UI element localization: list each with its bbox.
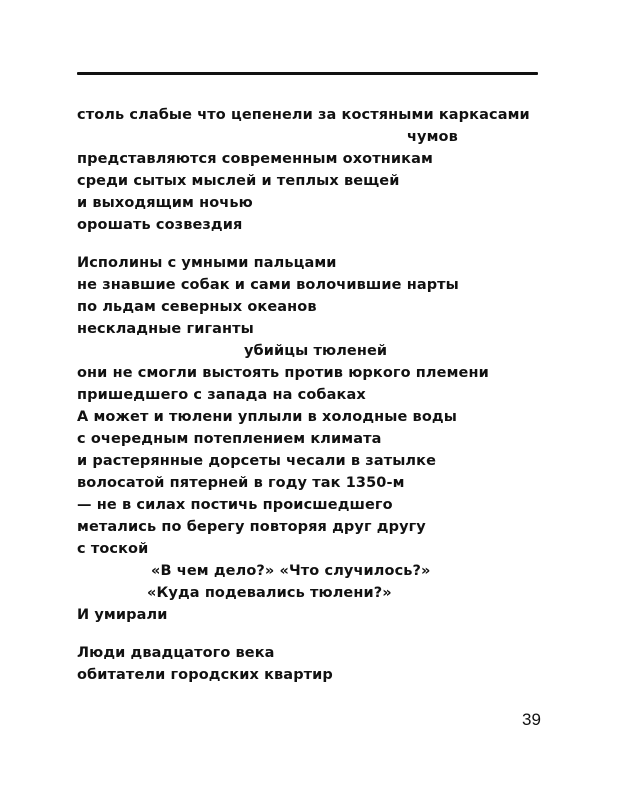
poem-line: нескладные гиганты [77,321,254,337]
stanza-2 [77,252,557,626]
poem-line: представляются современным охотникам [77,151,433,167]
poem-line: Люди двадцатого века [77,645,275,661]
poem-text [77,104,557,686]
poem-line: чумов [407,129,458,145]
page-number: 39 [522,710,541,729]
top-rule [77,72,538,75]
stanza-3 [77,642,557,686]
poem-line: с очередным потеплением климата [77,431,382,447]
poem-line: метались по берегу повторяя друг другу [77,519,426,535]
stanza-gap [77,626,557,642]
poem-line: орошать созвездия [77,217,243,233]
poem-line: среди сытых мыслей и теплых вещей [77,173,400,189]
poem-line: А может и тюлени уплыли в холодные воды [77,409,457,425]
stanza-gap [77,236,557,252]
poem-line: по льдам северных океанов [77,299,317,315]
poem-line: И умирали [77,607,168,623]
poem-line: убийцы тюленей [244,343,388,359]
poem-line: «В чем дело?» «Что случилось?» [151,563,431,579]
poem-line: Исполины с умными пальцами [77,255,337,271]
poem-line: — не в силах постичь происшедшего [77,497,393,513]
poem-line: «Куда подевались тюлени?» [147,585,392,601]
stanza-1 [77,104,557,236]
poem-line: не знавшие собак и сами волочившие нарты [77,277,459,293]
poem-line: и выходящим ночью [77,195,253,211]
poem-line: они не смогли выстоять против юркого племени [77,365,489,381]
poem-line: пришедшего с запада на собаках [77,387,366,403]
poem-line: столь слабые что цепенели за костяными каркасами [77,107,530,123]
poem-line: и растерянные дорсеты чесали в затылке [77,453,437,469]
poem-line: с тоской [77,541,149,557]
poem-line: волосатой пятерней в году так 1350-м [77,475,405,491]
poem-line: обитатели городских квартир [77,667,333,683]
